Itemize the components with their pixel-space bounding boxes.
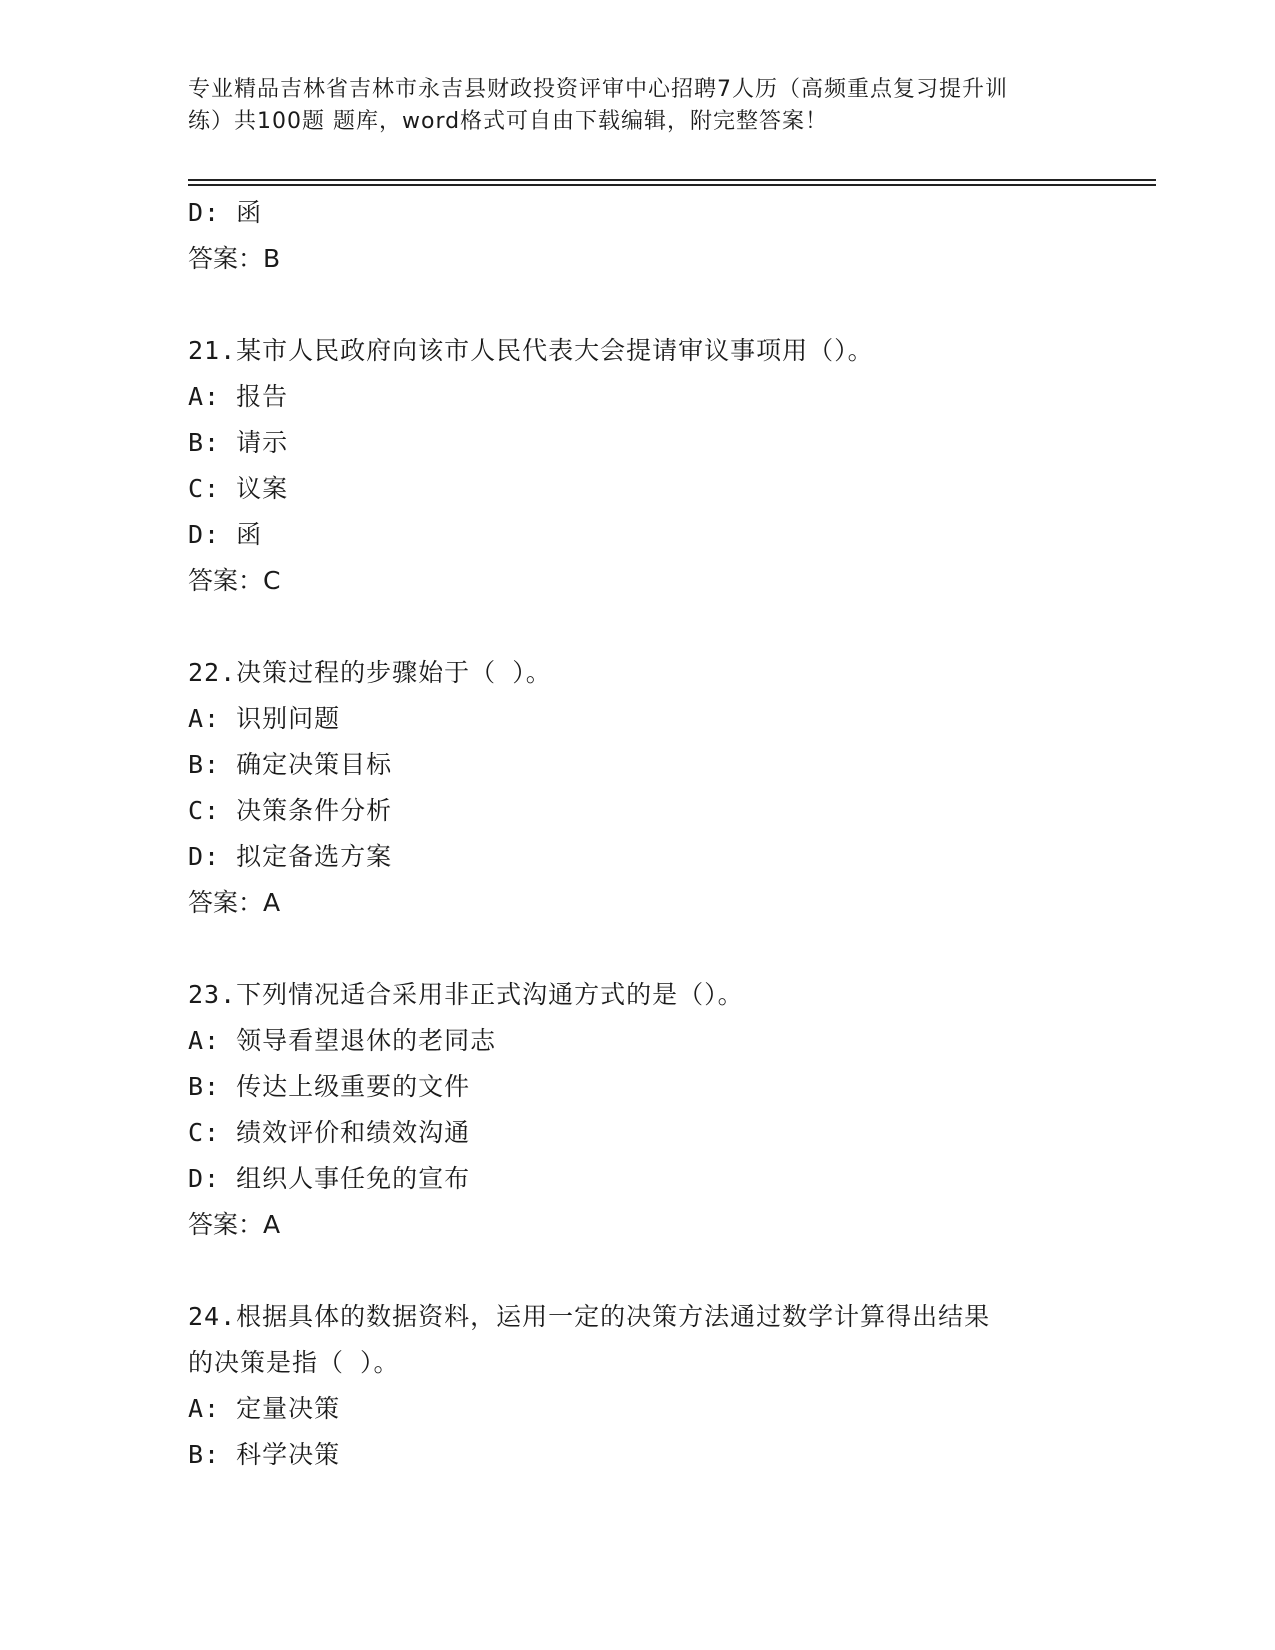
answer: 答案：A	[188, 1210, 281, 1239]
option-b: B: 传达上级重要的文件	[188, 1072, 471, 1101]
option-a: A: 识别问题	[188, 704, 341, 733]
option-d: D: 函	[188, 520, 263, 549]
option-d: D: 拟定备选方案	[188, 842, 393, 871]
option-b: B: 确定决策目标	[188, 750, 393, 779]
header-line-2: 练）共100题 题库，word格式可自由下载编辑，附完整答案！	[188, 109, 829, 134]
option-b: B: 科学决策	[188, 1440, 341, 1469]
header-rule-top	[188, 179, 1156, 181]
header-line-1: 专业精品吉林省吉林市永吉县财政投资评审中心招聘7人历（高频重点复习提升训	[188, 77, 1008, 102]
header-rule-bottom	[188, 184, 1156, 186]
option-a: A: 领导看望退休的老同志	[188, 1026, 497, 1055]
option-b: B: 请示	[188, 428, 289, 457]
prev-option-d: D: 函	[188, 198, 263, 227]
question-23	[188, 972, 1148, 1248]
option-c: C: 议案	[188, 474, 289, 503]
prev-answer: 答案：B	[188, 244, 281, 273]
option-c: C: 决策条件分析	[188, 796, 393, 825]
question-stem-line-1: 24.根据具体的数据资料，运用一定的决策方法通过数学计算得出结果	[188, 1302, 991, 1331]
question-stem: 23.下列情况适合采用非正式沟通方式的是（）。	[188, 980, 744, 1009]
question-21	[188, 328, 1148, 604]
question-stem-line-2: 的决策是指（ ）。	[188, 1348, 400, 1377]
answer: 答案：C	[188, 566, 281, 595]
question-stem: 21.某市人民政府向该市人民代表大会提请审议事项用（）。	[188, 336, 874, 365]
page-header	[188, 74, 1088, 138]
option-a: A: 报告	[188, 382, 289, 411]
question-list	[188, 190, 1148, 1478]
question-22	[188, 650, 1148, 926]
option-c: C: 绩效评价和绩效沟通	[188, 1118, 471, 1147]
question-stem: 22.决策过程的步骤始于（ ）。	[188, 658, 552, 687]
answer: 答案：A	[188, 888, 281, 917]
question-24	[188, 1294, 1148, 1478]
option-d: D: 组织人事任免的宣布	[188, 1164, 471, 1193]
option-a: A: 定量决策	[188, 1394, 341, 1423]
